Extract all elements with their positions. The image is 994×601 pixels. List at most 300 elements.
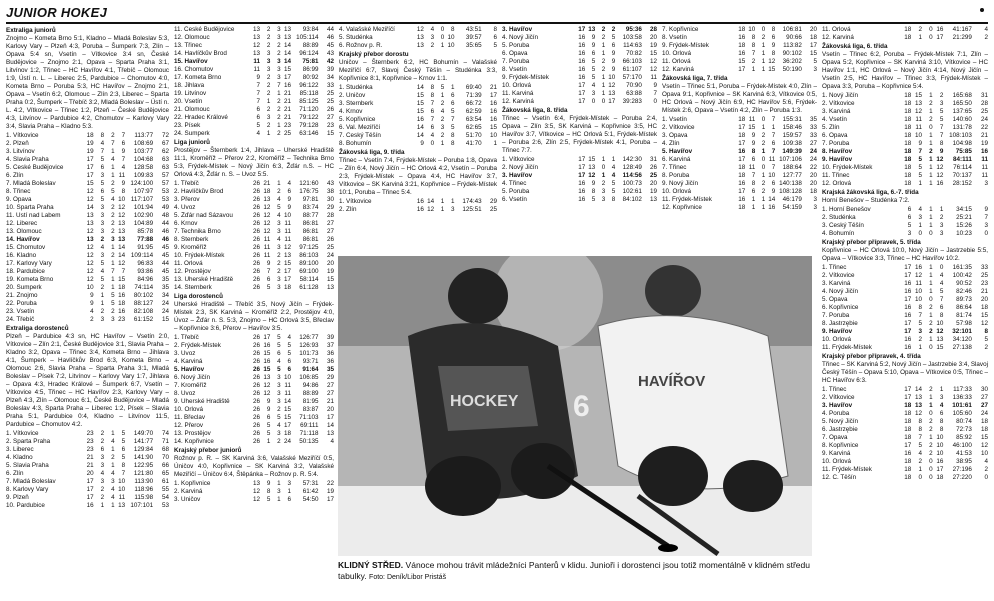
stat-cell: 3 [277,74,281,81]
team-name: 8. Havířov [822,148,853,155]
stat-cell: 12 [263,212,271,219]
stat-cell: 8 [450,132,455,139]
stat-cell: 5 [939,288,944,295]
stat-cell: 188:64 [782,164,802,171]
stat-cell: 3 [277,276,281,283]
stat-cell: 5 [907,222,912,229]
stat-cell: 3 [430,34,435,41]
stat-cell: 3 [277,244,281,251]
stat-cell: 4 [430,132,435,139]
stat-cell: 18 [738,116,746,123]
stat-cell: 6 [907,214,912,221]
stat-cell: 16 [263,342,271,349]
table-row [339,124,497,132]
stat-cell: 61:152 [133,316,154,323]
stat-cell: 3 [277,66,281,73]
stat-cell: 18 [980,418,988,425]
table-row [174,98,334,106]
stat-cell: 5 [611,180,616,187]
stat-cell: 2 [100,284,105,291]
table-row [174,228,334,236]
stat-cell: 63 [161,164,169,171]
table-row [662,42,817,50]
stat-cell: 26 [253,188,261,195]
stat-cell: 13 [588,164,596,171]
stat-cell: 15 [283,66,291,73]
stat-cell: 86:81 [302,228,319,235]
stat-cell: 75:81 [302,58,319,65]
team-name: 9. Uherské Hradiště [174,398,230,405]
table-row [6,316,169,324]
team-name: 8. Poruba [662,172,690,179]
stat-cell: 26 [253,334,261,341]
table-row [6,300,169,308]
stat-cell: 2 [761,188,766,195]
team-name: 6. Opava [502,50,528,57]
stat-cell: 4 [100,140,105,147]
stat-cell: 2 [430,42,435,49]
stat-cell: 35:65 [465,42,482,49]
stat-cell: 12 [768,58,776,65]
stat-cell: 15 [980,312,988,319]
standings-table [339,84,497,148]
stat-cell: 5 [100,180,105,187]
standings-table [174,334,334,446]
stat-cell: 102:90 [133,212,154,219]
stat-cell: 7 [256,90,261,97]
stat-cell: 11 [915,280,922,287]
team-name: 5. Kopřivnice [339,116,376,123]
table-row [339,206,497,214]
stat-cell: 17 [904,272,912,279]
stat-cell: 54:50 [302,496,319,503]
stat-cell: 1 [277,122,281,129]
stat-cell: 15 [748,124,756,131]
team-name: 9. Frýdek-Místek [502,74,549,81]
table-row [174,284,334,292]
stat-cell: 7 [918,148,922,155]
stat-cell: 2 [277,260,281,267]
stat-cell: 2 [929,418,933,425]
team-name: 16. Kladno [6,252,37,259]
stat-cell: 14 [914,386,922,393]
caption-lead: KLIDNÝ STŘED. [338,560,404,570]
table-row [662,50,817,58]
stat-cell: 7 [450,116,455,123]
stat-cell: 37 [326,342,334,349]
team-name: 7. Kroměříž [174,382,207,389]
stat-cell: 17 [86,172,94,179]
stat-cell: 0 [929,26,933,33]
match-results: Znojmo – Kometa Brno 5:1, Kladno – Mladá Boleslav 5:3, Karlovy Vary – Plzeň 4:3, Poruba – Šumperk 7:3, Zlín – Opava 5:4 sn, Vsetín – Vítkovice 3:4 sn, České Budějovice – Znojmo 2:1, Opava – Sparta Praha 3:1, Litvínov 1:2, Třinec – HC Havířov 4:1, Třebíč – Olomouc 1:9, Ústí n. L. – Liberec 2:5, Pardubice – Chomutov 4:0, Kometa Brno – Poruba 5:3, HC Havířov – Znojmo 2:1, Opava – Vsetín 6:2, Olomouc – Zlín 2:3, Liberec – Sparta Praha 0:2, Šumperk – Třebíč 3:2, Mladá Boleslav – Ústí n. L. 4:2, Vítkovice – Třinec 1:2, Plzeň – České Budějovice 4:3, Litvínov – Pardubice 4:2, Chomutov – Karlovy Vary 3:4, Slavia Praha – Kladno 5:3. [6,35,169,130]
table-row [502,156,657,164]
table-row [174,358,334,366]
stat-cell: 5 [591,196,596,203]
stat-cell: 9 [653,82,657,89]
table-row [174,366,334,374]
stat-cell: 8 [100,132,105,139]
team-name: 13. Uherské Hradiště [174,276,234,283]
stat-cell: 2 [277,42,281,49]
stat-cell: 1 [929,222,933,229]
stat-cell: 5 [277,414,281,421]
stat-cell: 12 [263,228,271,235]
stat-cell: 5 [450,108,455,115]
stat-cell: 45 [326,42,334,49]
stat-cell: 18 [904,402,912,409]
stat-cell: 1 [939,206,944,213]
table-row [822,180,988,188]
stat-cell: 15 [416,108,424,115]
stat-cell: 9 [287,196,291,203]
stat-cell: 1 [929,312,933,319]
team-name: 12. Olomouc [174,34,210,41]
stat-cell: 88:127 [133,300,154,307]
stat-cell: 26 [253,228,261,235]
stat-cell: 7 [771,132,776,139]
team-name: 12. Karviná [662,66,694,73]
stat-cell: 16 [738,180,746,187]
stat-cell: 80:102 [133,292,154,299]
stat-cell: 36 [326,350,334,357]
stat-cell: 19 [980,140,988,147]
table-row [662,180,817,188]
stat-cell: 2 [984,466,988,473]
table-row [822,272,988,280]
stat-cell: 15 [809,50,817,57]
stat-cell: 1 [611,156,616,163]
stat-cell: 24 [326,252,334,259]
team-name: 7. Opava [822,434,848,441]
stat-cell: 13 [608,90,616,97]
team-name: 2. Zlín [339,206,357,213]
stat-cell: 13 [283,252,291,259]
stat-cell: 149:39 [782,148,802,155]
table-row [662,34,817,42]
stat-cell: 1 [751,204,756,211]
stat-cell: 86:103 [299,252,319,259]
table-row [502,82,657,90]
stat-cell: 2 [266,106,271,113]
stat-cell: 46:100 [952,442,972,449]
stat-cell: 14 [86,204,94,211]
team-name: 1. Vsetín [662,116,687,123]
caption-text: Vánoce mohou trávit mládežníci Panterů v klidu. Junioři i dorostenci jsou totiž momentálně v klidném středu tabulky. [338,560,810,581]
stat-cell: 88:89 [302,390,319,397]
stat-cell: 2 [111,228,115,235]
stat-cell: 17 [904,442,912,449]
stat-cell: 15 [118,276,126,283]
team-name: 22. Poruba [6,300,37,307]
team-name: 10. Sparta Praha [6,204,54,211]
stat-cell: 1 [918,34,922,41]
stat-cell: 3 [100,204,105,211]
stat-cell: 18 [904,474,912,481]
team-name: 7. Třinec [662,164,687,171]
team-name: 3. Úvoz [174,350,196,357]
stat-cell: 16 [489,100,497,107]
stat-cell: 3 [111,316,115,323]
team-name: 7. Poruba [822,140,850,147]
stat-cell: 0 [761,26,766,33]
table-row [174,260,334,268]
standings-table [502,26,657,106]
stat-cell: 18 [738,132,746,139]
stat-cell: 4 [277,196,281,203]
stat-cell: 12 [263,204,271,211]
stat-cell: 4 [984,26,988,33]
team-name: 12. Orlová [822,180,852,187]
stat-cell: 5 [450,124,455,131]
stat-cell: 13 [118,228,126,235]
stat-cell: 5 [918,172,922,179]
stat-cell: 2 [601,58,606,65]
table-row [502,164,657,172]
stat-cell: 1 [918,180,922,187]
stat-cell: 85:78 [137,228,154,235]
stat-cell: 14 [416,132,424,139]
stat-cell: 5 [100,196,105,203]
stat-cell: 26 [253,196,261,203]
stat-cell: 1 [751,66,756,73]
table-row [502,50,657,58]
stat-cell: 3 [266,58,271,65]
stat-cell: 26 [253,358,261,365]
team-name: 4. Zlín [662,140,680,147]
table-row [822,34,988,42]
stat-cell: 6 [266,414,271,421]
match-results: Horní Benešov – Studénka 7:2. [822,197,910,204]
stat-cell: 85:92 [956,434,972,441]
stat-cell: 1 [929,108,933,115]
stat-cell: 31 [980,92,988,99]
table-row [822,474,988,482]
team-name: 4. Nový Jičín [502,34,539,41]
team-name: 3. Opava [662,132,688,139]
stat-cell: 107:101 [130,502,154,509]
team-name: 6. Zlín [6,172,24,179]
stat-cell: 6 [771,180,776,187]
stat-cell: 3 [591,90,596,97]
table-row [822,312,988,320]
stat-cell: 106:85 [299,374,319,381]
league-title: Krajský přebor juniorů [174,447,242,454]
stat-cell: 12 [86,252,94,259]
table-row [662,58,817,66]
stat-cell: 18 [904,426,912,433]
stat-cell: 16 [738,50,746,57]
stat-cell: 4 [939,402,944,409]
stat-cell: 15 [416,100,424,107]
stat-cell: 23 [118,316,126,323]
stat-cell: 21 [489,84,497,91]
stat-cell: 18 [980,426,988,433]
stat-cell: 1 [929,164,933,171]
stat-cell: 4 [277,236,281,243]
team-name: 3. Karviná [822,280,851,287]
stat-cell: 8 [751,148,756,155]
league-section [174,293,334,446]
team-name: 11. Orlová [662,58,691,65]
stat-cell: 1 [929,402,933,409]
stat-cell: 96:122 [299,82,319,89]
stat-cell: 100:73 [622,180,642,187]
stat-cell: 1 [111,164,115,171]
stat-cell: 74:114 [134,284,154,291]
stat-cell: 8 [430,84,435,91]
stat-cell: 5 [984,336,988,343]
stat-cell: 2 [918,336,922,343]
table-row [822,442,988,450]
stat-cell: 16 [578,58,586,65]
stat-cell: 46 [326,34,334,41]
stat-cell: 24 [809,148,817,155]
stat-cell: 13 [86,236,94,243]
stat-cell: 23 [283,122,291,129]
team-name: 8. Třinec [6,188,31,195]
table-row [339,198,497,206]
stat-cell: 16 [578,180,586,187]
stat-cell: 8 [450,26,455,33]
stat-cell: 1 [918,466,922,473]
table-row [502,26,657,34]
team-name: 8. Vsetín [662,34,687,41]
stat-cell: 3 [100,212,105,219]
stat-cell: 0 [929,124,933,131]
stat-cell: 44 [161,220,169,227]
standings-table [502,156,657,204]
stat-cell: 3 [939,222,944,229]
stat-cell: 66:103 [622,58,642,65]
stat-cell: 51:70 [465,132,482,139]
stat-cell: 3 [100,454,105,461]
table-row [174,414,334,422]
stat-cell: 107:106 [779,156,802,163]
stat-cell: 15 [263,350,271,357]
team-name: 11. Třinec [822,172,850,179]
stat-cell: 75:85 [955,148,972,155]
page-title: JUNIOR HOKEJ [6,5,108,20]
team-name: 10. Orlová [662,50,692,57]
table-row [174,114,334,122]
stat-cell: 2 [440,116,445,123]
stat-cell: 2 [929,304,933,311]
stat-cell: 21 [86,462,94,469]
team-name: 6. Vsetín [502,196,527,203]
stat-cell: 34 [161,292,169,299]
stat-cell: 15 [588,156,596,163]
match-results: Třinec – Vsetín 6:4, Frýdek-Místek – Poruba 2:4, Opava – Zlín 3:5, SK Karviná – Kopřivnice 3:5, HC Havířov 3:7, Vítkovice – HC Orlová 5:1, Frýdek-Místek – Poruba 2:6, Zlín 2:5, Frýdek-Místek 4:1, Poruba – Třinec 7:7. [502,115,657,154]
stat-cell: 149:70 [133,430,154,437]
team-name: 15. Chomutov [6,244,46,251]
stat-cell: 14 [427,198,435,205]
stat-cell: 13 [86,220,94,227]
standings-table [822,264,988,352]
stat-cell: 118:96 [134,486,154,493]
table-row [174,236,334,244]
stat-cell: 26 [253,180,261,187]
stat-cell: 104:68 [133,156,154,163]
stat-cell: 2 [266,26,271,33]
stat-cell: 2 [277,268,281,275]
stat-cell: 2 [929,116,933,123]
stat-cell: 16 [904,336,912,343]
table-row [339,100,497,108]
stat-cell: 6 [493,34,497,41]
stat-cell: 13 [588,26,596,33]
team-name: 6. Val. Meziříčí [339,124,381,131]
team-name: 6. Kopřivnice [822,304,859,311]
stat-cell: 0 [761,116,766,123]
stat-cell: 8 [771,26,776,33]
stat-cell: 4 [111,494,115,501]
stat-cell: 35 [326,366,334,373]
stat-cell: 25 [326,98,334,105]
table-row [662,172,817,180]
stat-cell: 3 [440,124,445,131]
stat-cell: 26 [253,438,261,445]
stat-cell: 61:42 [302,488,319,495]
stat-cell: 3 [277,390,281,397]
stat-cell: 12 [86,260,94,267]
stat-cell: 1 [929,288,933,295]
stat-cell: 26 [253,284,261,291]
stat-cell: 1 [287,488,291,495]
table-row [174,496,334,504]
stat-cell: 12 [253,42,261,49]
stat-cell: 12 [86,276,94,283]
stat-cell: 86:81 [302,236,319,243]
stat-cell: 125:51 [462,206,482,213]
stat-cell: 5 [493,42,497,49]
stat-cell: 24 [161,300,169,307]
stat-cell: 17 [608,98,616,105]
table-row [6,446,169,454]
stat-cell: 97:81 [302,196,319,203]
stat-cell: 26 [253,390,261,397]
stat-cell: 15 [738,58,746,65]
team-name: 1. Vítkovice [6,132,39,139]
stat-cell: 17 [904,386,912,393]
table-row [502,188,657,196]
table-row [822,100,988,108]
team-name: 5. Poruba [502,188,530,195]
team-name: 12. Karviná [502,98,534,105]
team-name: 3. Havířov [502,26,533,33]
table-row [822,222,988,230]
stat-cell: 86:81 [302,220,319,227]
stat-cell: 16 [738,34,746,41]
stat-cell: 105:114 [296,34,319,41]
stat-cell: 3 [939,394,944,401]
stat-cell: 15 [326,276,334,283]
stat-cell: 1 [111,244,115,251]
team-name: 13. Prostějov [174,430,211,437]
table-row [822,466,988,474]
stat-cell: 12 [86,244,94,251]
stat-cell: 104:98 [952,140,972,147]
stat-cell: 34:15 [956,206,972,213]
stat-cell: 10 [936,450,944,457]
hockey-photo [338,256,812,556]
stat-cell: 53 [161,188,169,195]
stat-cell: 9 [591,180,596,187]
stat-cell: 1 [761,196,766,203]
stat-cell: 1 [111,462,115,469]
stat-cell: 3 [111,478,115,485]
stat-cell: 10 [768,172,776,179]
stat-cell: 54:159 [782,204,802,211]
